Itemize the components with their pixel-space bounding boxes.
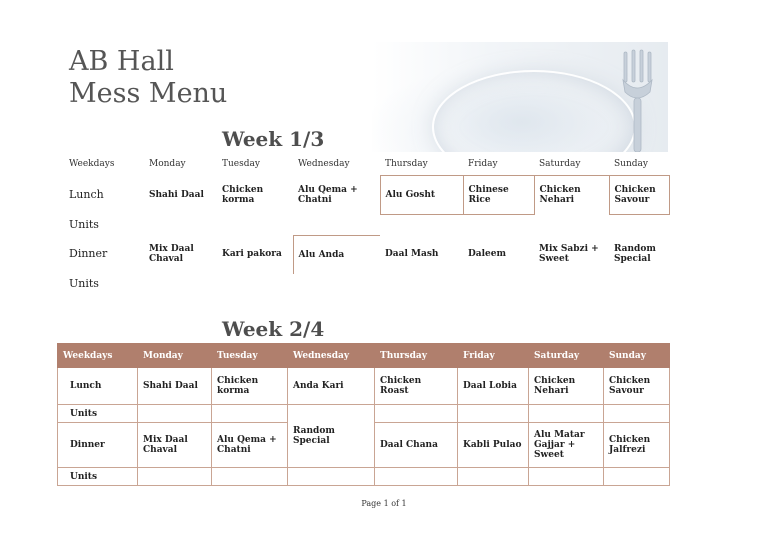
week1-header-row [64, 153, 669, 176]
lunch-monday: Shahi Daal [138, 368, 212, 405]
header-tuesday: Tuesday [212, 344, 288, 368]
row-label-lunch: Lunch [58, 368, 138, 405]
week1-units2-row [64, 274, 669, 294]
lunch-tuesday: Chicken korma [222, 185, 264, 205]
lunch-friday: Daal Lobia [458, 368, 529, 405]
header-sunday: Sunday [614, 159, 648, 169]
lunch-saturday: Chicken Nehari [534, 176, 609, 215]
header-friday: Friday [458, 344, 529, 368]
week1-lunch-row [64, 176, 669, 215]
week1-dinner-row [64, 235, 669, 274]
dinner-monday: Mix Daal Chaval [149, 244, 194, 265]
week1-units-row [64, 215, 669, 236]
row-label-dinner: Dinner [58, 423, 138, 468]
header-monday: Monday [149, 159, 186, 170]
week2-units2-row [58, 468, 670, 486]
header-thursday: Thursday [375, 344, 458, 368]
week1-table [64, 153, 670, 294]
dinner-saturday: Alu Matar Gajjar + Sweet [529, 423, 604, 468]
dinner-thursday: Daal Mash [385, 249, 439, 260]
dinner-monday: Mix Daal Chaval [138, 423, 212, 468]
week1-title: Week 1/3 [222, 127, 325, 151]
plate-icon [432, 70, 636, 152]
lunch-sunday: Chicken Savour [609, 176, 669, 215]
week2-title: Week 2/4 [222, 317, 325, 341]
dinner-sunday: Chicken Jalfrezi [604, 423, 670, 468]
header-thursday: Thursday [385, 159, 428, 169]
week2-units-row [58, 405, 670, 423]
header-weekdays: Weekdays [69, 159, 115, 170]
dinner-friday: Kabli Pulao [458, 423, 529, 468]
lunch-thursday: Alu Gosht [380, 176, 463, 215]
lunch-wednesday: Anda Kari [288, 368, 375, 405]
page-title [69, 46, 227, 110]
title-line-1: AB Hall [69, 46, 174, 77]
row-label-units: Units [69, 217, 99, 231]
week2-header-row [58, 344, 670, 368]
dinner-wednesday: Alu Anda [293, 235, 380, 274]
header-wednesday: Wednesday [288, 344, 375, 368]
dinner-saturday: Mix Sabzi + Sweet [539, 244, 599, 265]
header-tuesday: Tuesday [222, 159, 260, 170]
header-weekdays: Weekdays [58, 344, 138, 368]
lunch-sunday: Chicken Savour [604, 368, 670, 405]
dinner-thursday: Daal Chana [375, 423, 458, 468]
plate-image [372, 42, 668, 152]
header-saturday: Saturday [529, 344, 604, 368]
lunch-monday: Shahi Daal [149, 190, 204, 200]
row-label-units: Units [58, 405, 138, 423]
header-wednesday: Wednesday [298, 159, 350, 170]
row-label-units: Units [69, 276, 99, 290]
dinner-friday: Daleem [468, 249, 507, 260]
lunch-saturday: Chicken Nehari [529, 368, 604, 405]
dinner-wednesday: Random Special [288, 405, 375, 468]
lunch-tuesday: Chicken korma [212, 368, 288, 405]
header-saturday: Saturday [539, 159, 581, 169]
dinner-sunday: Random Special [614, 244, 656, 265]
lunch-wednesday: Alu Qema + Chatni [298, 185, 358, 205]
page-footer: Page 1 of 1 [361, 499, 407, 508]
lunch-thursday: Chicken Roast [375, 368, 458, 405]
row-label-units: Units [58, 468, 138, 486]
lunch-friday: Chinese Rice [463, 176, 534, 215]
week2-lunch-row [58, 368, 670, 405]
dinner-tuesday: Kari pakora [222, 249, 282, 260]
week2-table [57, 343, 670, 486]
row-label-lunch: Lunch [69, 188, 104, 201]
header-sunday: Sunday [604, 344, 670, 368]
row-label-dinner: Dinner [69, 247, 108, 261]
dinner-tuesday: Alu Qema + Chatni [212, 423, 288, 468]
title-line-2: Mess Menu [69, 78, 228, 109]
fork-icon [614, 48, 662, 152]
header-friday: Friday [468, 159, 498, 169]
header-monday: Monday [138, 344, 212, 368]
